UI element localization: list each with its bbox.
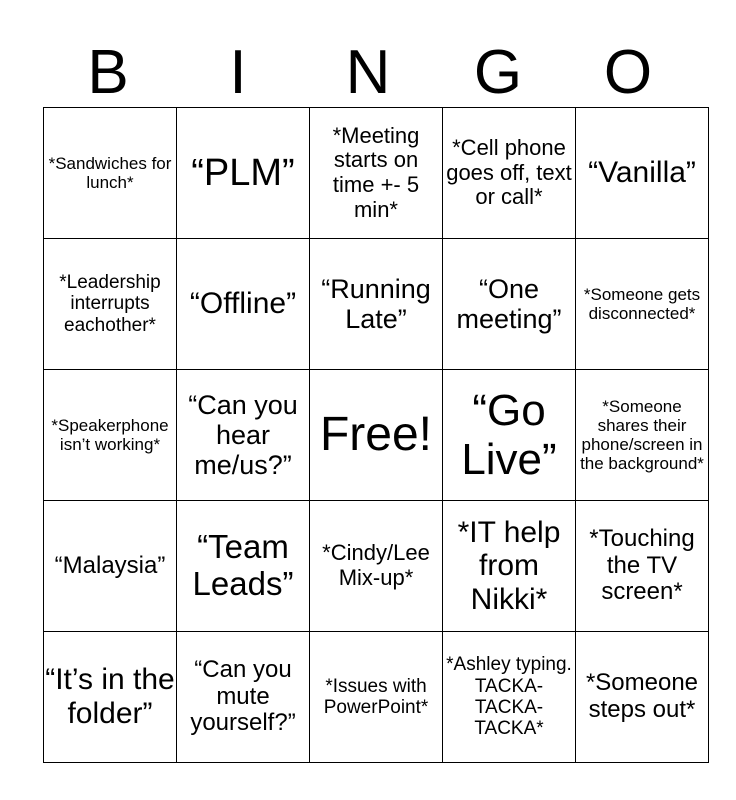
bingo-square[interactable]: “Can you hear me/us?” [177, 370, 310, 501]
bingo-square[interactable]: “Malaysia” [44, 501, 177, 632]
bingo-square[interactable]: *Touching the TV screen* [576, 501, 709, 632]
bingo-grid [43, 107, 709, 763]
bingo-square[interactable]: *Leadership interrupts eachother* [44, 239, 177, 370]
bingo-square[interactable]: *IT help from Nikki* [443, 501, 576, 632]
bingo-square[interactable]: “Offline” [177, 239, 310, 370]
bingo-square[interactable]: “Go Live” [443, 370, 576, 501]
bingo-square[interactable]: “Can you mute yourself?” [177, 632, 310, 763]
grid-row [44, 501, 709, 632]
bingo-square[interactable]: *Ashley typing. TACKA-TACKA-TACKA* [443, 632, 576, 763]
header-letter-n: N [345, 38, 391, 107]
bingo-square[interactable]: *Speakerphone isn’t working* [44, 370, 177, 501]
grid-row [44, 108, 709, 239]
bingo-square[interactable]: *Cell phone goes off, text or call* [443, 108, 576, 239]
grid-row [44, 370, 709, 501]
header-letter-g: G [473, 38, 523, 107]
bingo-square[interactable]: “PLM” [177, 108, 310, 239]
bingo-square[interactable]: *Someone shares their phone/screen in the background* [576, 370, 709, 501]
header-letter-i: I [229, 38, 247, 107]
bingo-square[interactable]: *Cindy/Lee Mix-up* [310, 501, 443, 632]
bingo-square[interactable]: *Someone steps out* [576, 632, 709, 763]
free-square[interactable]: Free! [310, 370, 443, 501]
bingo-square[interactable]: *Sandwiches for lunch* [44, 108, 177, 239]
bingo-square[interactable]: “Running Late” [310, 239, 443, 370]
bingo-square[interactable]: “Vanilla” [576, 108, 709, 239]
grid-row [44, 632, 709, 763]
bingo-square[interactable]: “Team Leads” [177, 501, 310, 632]
header-letter-b: B [87, 38, 129, 107]
bingo-square[interactable]: *Meeting starts on time +- 5 min* [310, 108, 443, 239]
header-letter-o: O [603, 38, 653, 107]
bingo-header [43, 38, 693, 108]
bingo-square[interactable]: *Someone gets disconnected* [576, 239, 709, 370]
grid-row [44, 239, 709, 370]
bingo-square[interactable]: “One meeting” [443, 239, 576, 370]
bingo-square[interactable]: *Issues with PowerPoint* [310, 632, 443, 763]
bingo-square[interactable]: “It’s in the folder” [44, 632, 177, 763]
